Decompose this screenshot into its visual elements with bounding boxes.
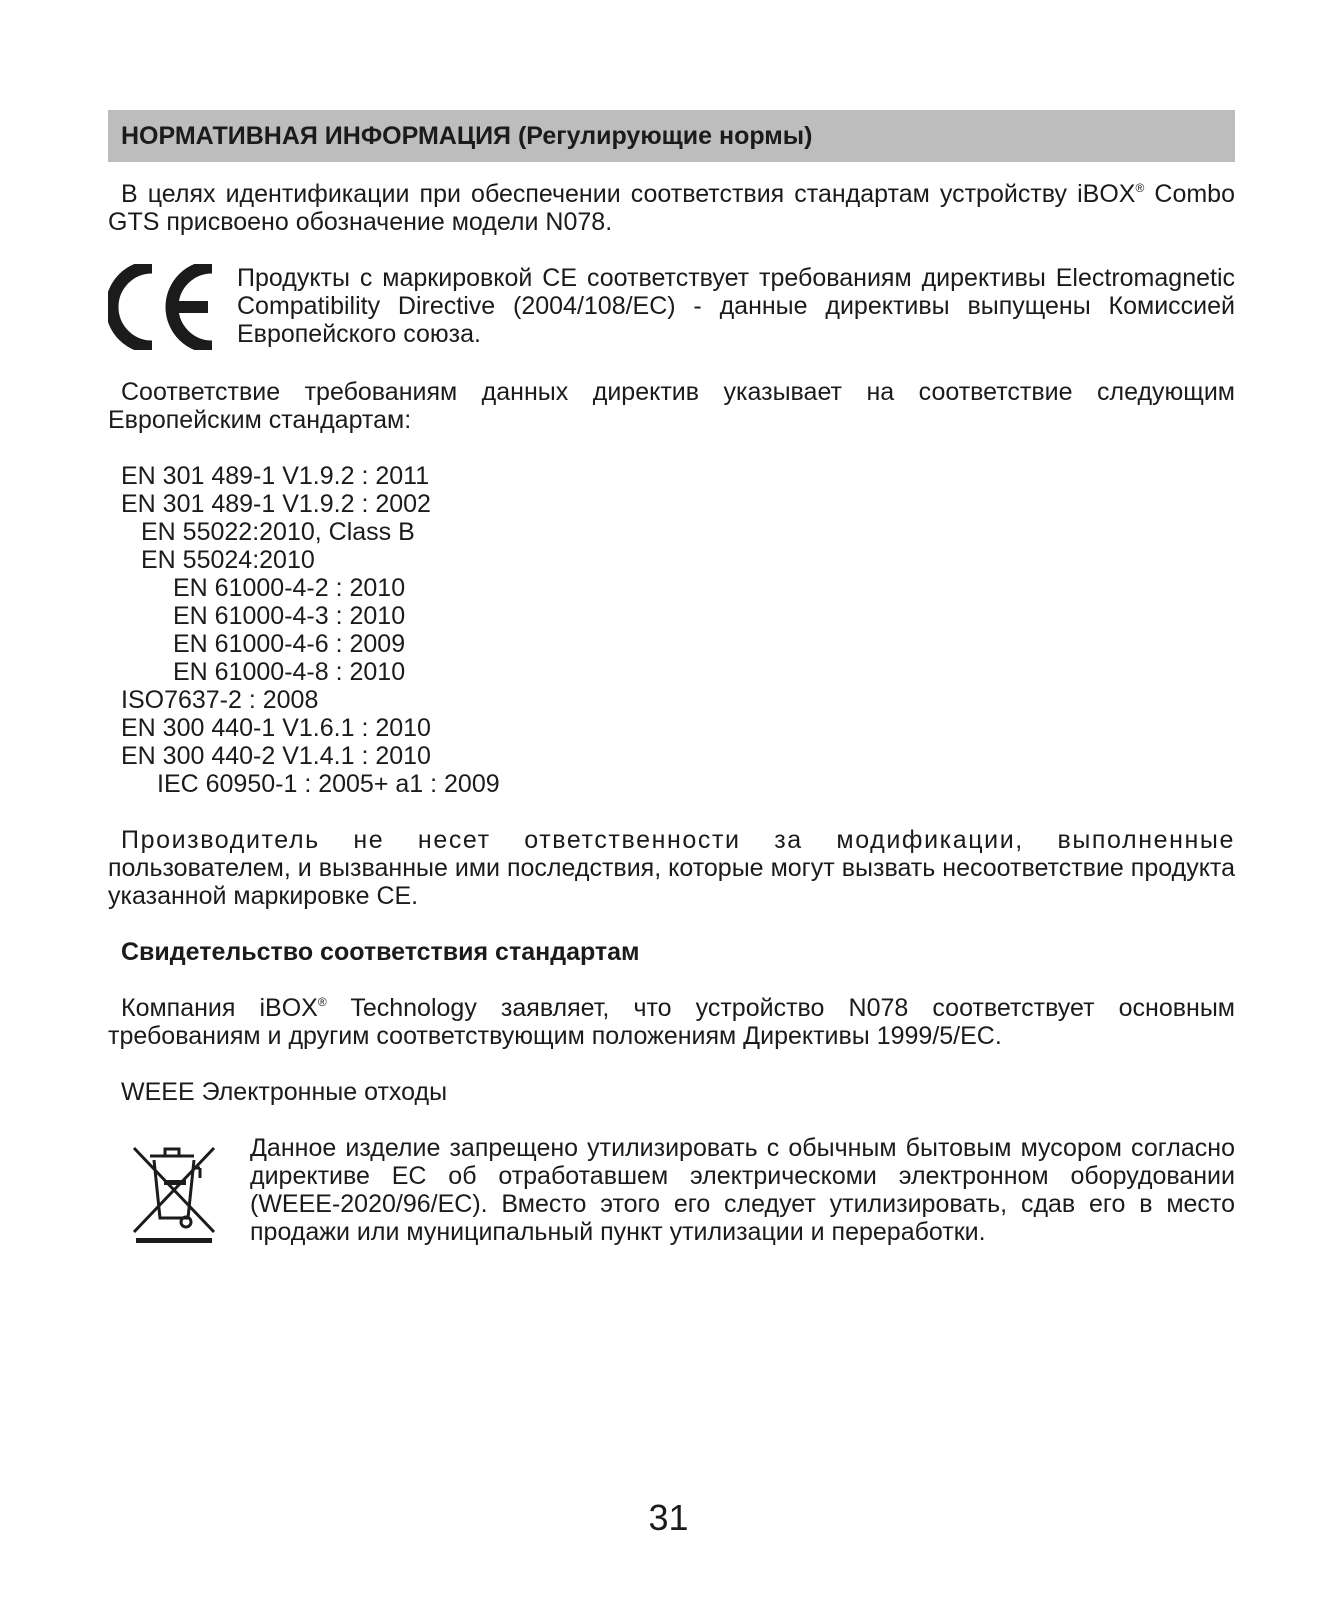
standards-list [108,462,1235,798]
certificate-text-part2: Technology заявляет, что устройство N078 соответствует основным требованиям и другим соответствующим положениям Директивы 1999/5/EC. [108,994,1235,1050]
document-page [108,110,1235,1246]
intro-text-part1: В целях идентификации при обеспечении соответствия стандартам устройству iBOX [121,180,1136,208]
liability-paragraph [108,826,1235,910]
standard-item: EN 55022:2010, Class B [141,518,415,546]
certificate-paragraph [108,994,1235,1050]
certificate-text-part1: Компания iBOX [121,994,318,1022]
weee-description: Данное изделие запрещено утилизировать с обычным бытовым мусором согласно директиве ЕС об отработавшем электрическоми электронном оборудовании (WEEE-2020/96/EC). Вместо этого его следует утилизировать, сдав его в место продажи или муниципальный пункт утилизации и переработки. [250,1134,1235,1246]
crossed-bin-icon [130,1134,218,1244]
liability-line1: Производитель не несет ответственности за модификации, выполненные [121,826,1235,854]
compliance-paragraph: Соответствие требованиям данных директив указывает на соответствие следующим Европейским стандартам: [108,378,1235,434]
section-title: НОРМАТИВНАЯ ИНФОРМАЦИЯ (Регулирующие нормы) [121,121,813,150]
standard-item: ISO7637-2 : 2008 [121,686,319,714]
section-header [108,110,1235,162]
registered-mark: ® [317,995,327,1009]
certificate-heading: Свидетельство соответствия стандартам [121,938,640,966]
standard-item: EN 61000-4-6 : 2009 [173,630,406,658]
standard-item: EN 61000-4-3 : 2010 [173,602,406,630]
ce-mark-icon [108,264,218,350]
standard-item: EN 55024:2010 [141,546,315,574]
intro-text-part2: Combo GTS присвоено обозначение модели N078. [108,180,1235,236]
ce-description: Продукты с маркировкой CE соответствует требованиям директивы Electromagnetic Compatibility Directive (2004/108/EC) - данные директивы выпущены Комиссией Европейского союза. [237,264,1235,348]
weee-section [108,1134,1235,1246]
standard-item: EN 300 440-1 V1.6.1 : 2010 [121,714,431,742]
page-number: 31 [648,1497,689,1538]
standard-item: EN 61000-4-2 : 2010 [173,574,406,602]
registered-mark: ® [1135,181,1145,195]
standard-item: IEC 60950-1 : 2005+ a1 : 2009 [157,770,500,798]
intro-paragraph [108,180,1235,236]
ce-section [108,264,1235,350]
liability-rest: пользователем, и вызванные ими последствия, которые могут вызвать несоответствие продукта указанной маркировке CE. [108,854,1235,910]
standard-item: EN 301 489-1 V1.9.2 : 2011 [121,462,430,490]
weee-heading: WEEE Электронные отходы [121,1078,448,1106]
standard-item: EN 61000-4-8 : 2010 [173,658,406,686]
standard-item: EN 300 440-2 V1.4.1 : 2010 [121,742,431,770]
standard-item: EN 301 489-1 V1.9.2 : 2002 [121,490,431,518]
